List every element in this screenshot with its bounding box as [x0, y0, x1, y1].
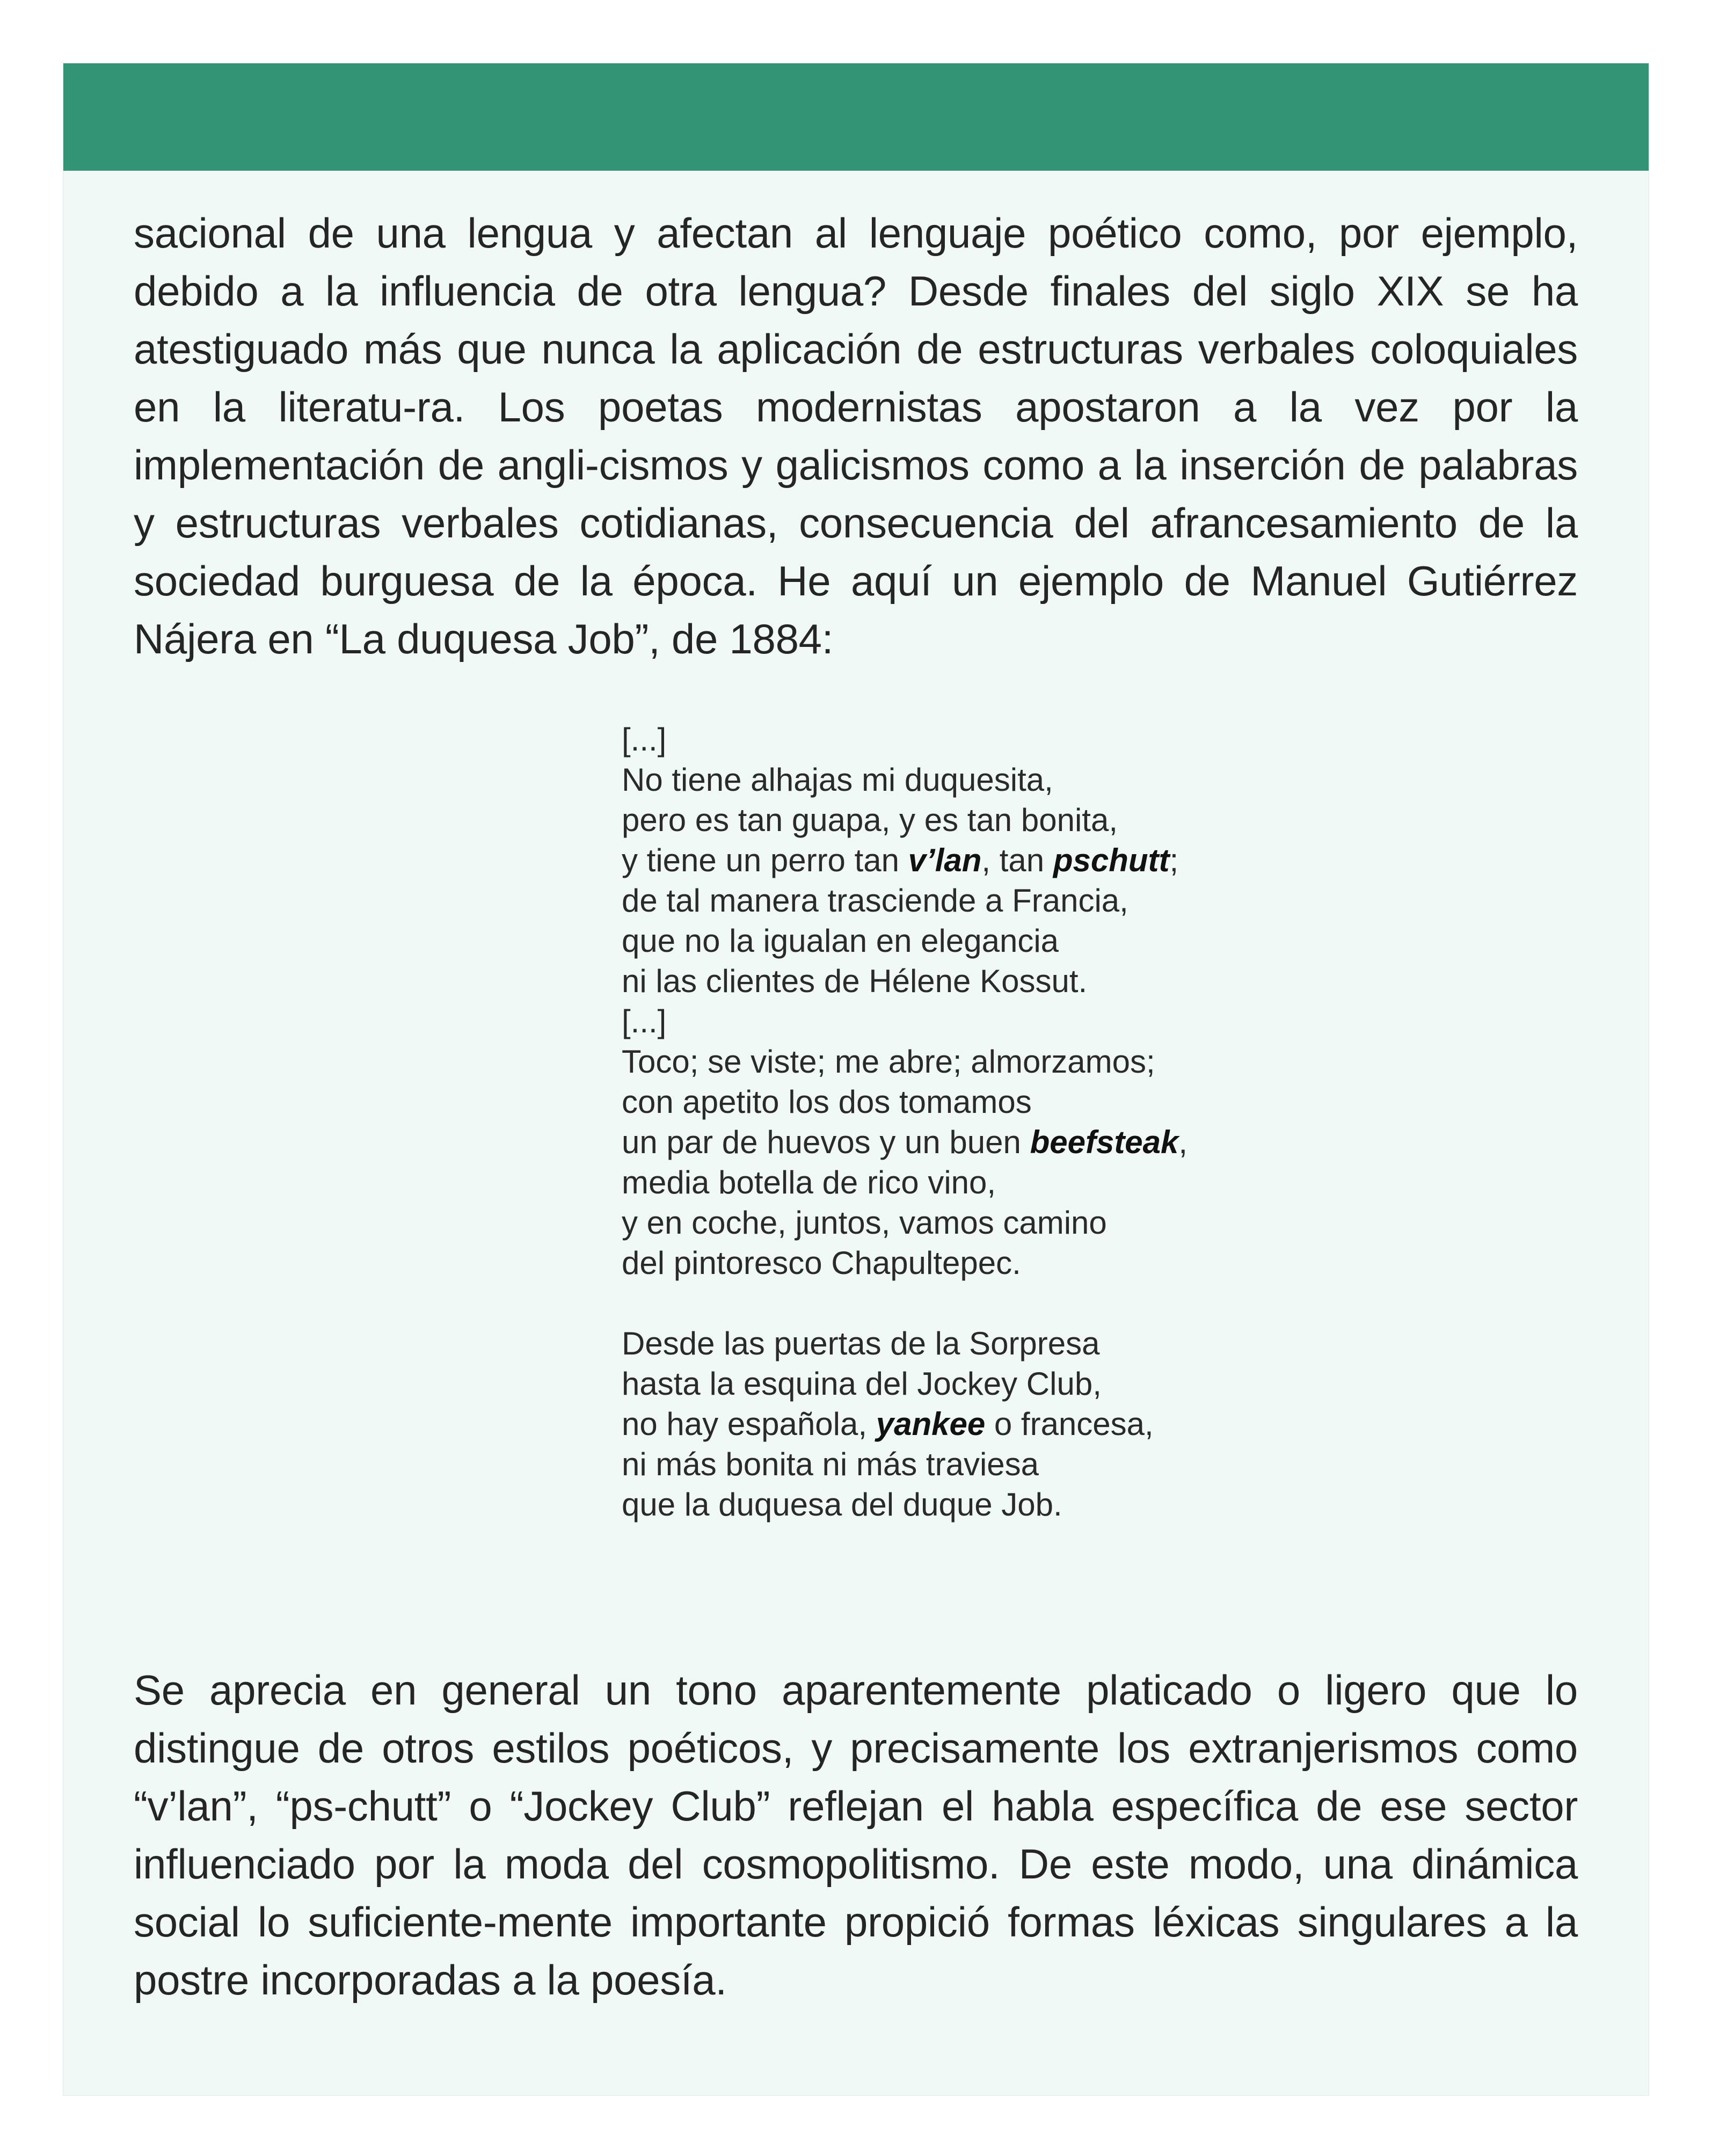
page-panel — [63, 63, 1649, 2096]
body-paragraph-analysis: Se aprecia en general un tono aparentemente platicado o ligero que lo distingue de otros estilos poéticos, y precisamente los extranjerismos como “v’lan”, “ps-chutt” o “Jockey Club” reflejan el habla específica de ese sector influenciado por la moda del cosmopolitismo. De este modo, una dinámica social lo suficiente-mente importante propició formas léxicas singulares a la postre incorporadas a la poesía. — [134, 1666, 1578, 2004]
poem-line: de tal manera trasciende a Francia, — [622, 883, 1128, 919]
poem-text: o francesa, — [985, 1406, 1154, 1442]
poem-line — [622, 1404, 1266, 1444]
body-paragraph-intro: sacional de una lengua y afectan al lenguaje poético como, por ejemplo, debido a la influencia de otra lengua? Desde finales del siglo XIX se ha atestiguado más que nunca la aplicación de estructuras verbales coloquiales en la literatu-ra. Los poetas modernistas apostaron a la vez por la implementación de angli-cismos y galicismos como a la inserción de palabras y estructuras verbales cotidianas, consecuencia del afrancesamiento de la sociedad burguesa de la época. He aquí un ejemplo de Manuel Gutiérrez Nájera en “La duquesa Job”, de 1884: — [134, 209, 1578, 662]
poem-line: Toco; se viste; me abre; almorzamos; — [622, 1044, 1155, 1080]
foreign-word: v’lan — [908, 842, 982, 878]
poem-text: y tiene un perro tan — [622, 842, 908, 878]
poem-line: y en coche, juntos, vamos camino — [622, 1205, 1107, 1241]
poem-line: con apetito los dos tomamos — [622, 1084, 1032, 1120]
poem-line: [...] — [622, 1003, 667, 1039]
foreign-word: pschutt — [1053, 842, 1170, 878]
poem-line: del pintoresco Chapultepec. — [622, 1245, 1021, 1281]
poem-text: ; — [1169, 842, 1179, 878]
header-bar — [63, 63, 1649, 171]
poem-line — [622, 1122, 1266, 1162]
poem-text: , tan — [981, 842, 1053, 878]
poem-line: No tiene alhajas mi duquesita, — [622, 762, 1053, 798]
foreign-word: beefsteak — [1030, 1124, 1179, 1160]
poem-text: un par de huevos y un buen — [622, 1124, 1030, 1160]
poem-quote — [622, 719, 1266, 1525]
foreign-word: yankee — [876, 1406, 986, 1442]
poem-line — [622, 840, 1266, 880]
poem-line: Desde las puertas de la Sorpresa — [622, 1325, 1100, 1361]
stanza-break — [622, 1283, 1266, 1323]
poem-text: no hay española, — [622, 1406, 876, 1442]
poem-text: , — [1178, 1124, 1188, 1160]
poem-line: media botella de rico vino, — [622, 1164, 996, 1200]
poem-line: que la duquesa del duque Job. — [622, 1487, 1062, 1523]
poem-line: que no la igualan en elegancia — [622, 923, 1059, 959]
poem-line: pero es tan guapa, y es tan bonita, — [622, 802, 1118, 838]
poem-line: ni más bonita ni más traviesa — [622, 1446, 1039, 1482]
poem-line: hasta la esquina del Jockey Club, — [622, 1366, 1102, 1402]
poem-line: [...] — [622, 722, 667, 757]
poem-line: ni las clientes de Hélene Kossut. — [622, 963, 1088, 999]
